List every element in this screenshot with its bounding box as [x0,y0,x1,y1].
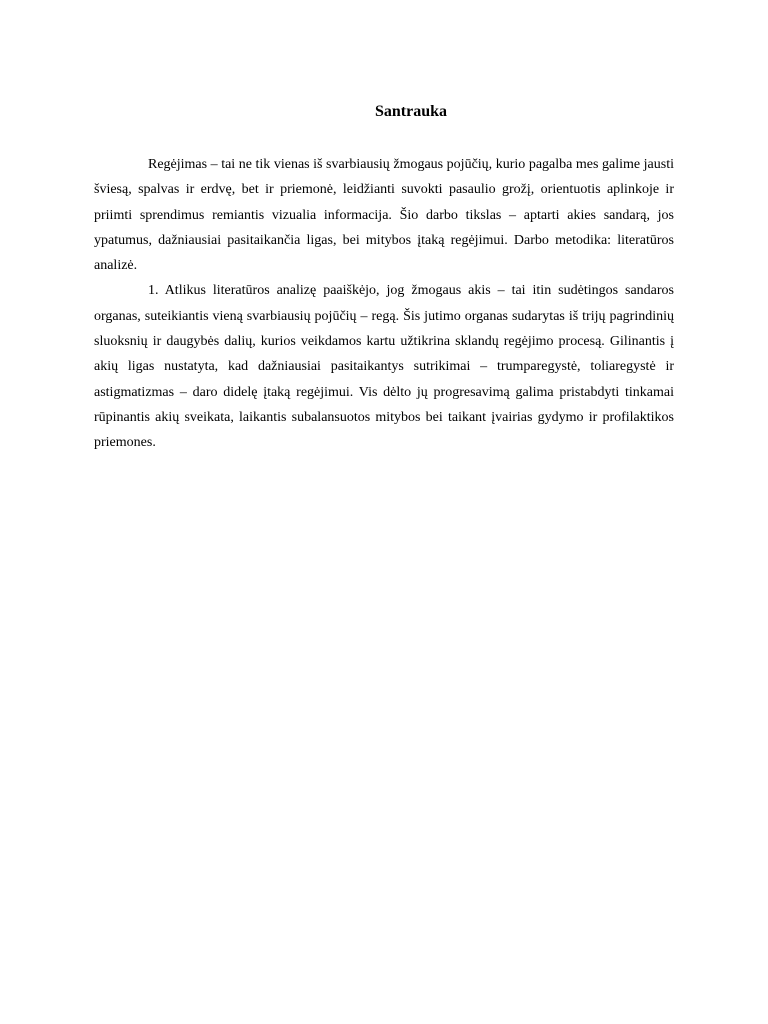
paragraph-intro: Regėjimas – tai ne tik vienas iš svarbiausių žmogaus pojūčių, kurio pagalba mes galime jausti šviesą, spalvas ir erdvę, bet ir priemonė, leidžianti suvokti pasaulio grožį, orientuotis aplinkoje ir priimti sprendimus remiantis vizualia informacija. Šio darbo tikslas – aptarti akies sandarą, jos ypatumus, dažniausiai pasitaikančia ligas, bei mitybos įtaką regėjimui. Darbo metodika: literatūros analizė. [94,157,674,274]
paragraph-conclusion-1: 1. Atlikus literatūros analizę paaiškėjo, jog žmogaus akis – tai itin sudėtingos sandaros organas, suteikiantis vieną svarbiausių pojūčių – regą. Šis jutimo organas sudarytas iš trijų pagrindinių sluoksnių ir daugybės dalių, kurios veikdamos kartu užtikrina sklandų regėjimo procesą. Gilinantis į akių ligas nustatyta, kad dažniausiai pasitaikantys sutrikimai – trumparegystė, toliaregystė ir astigmatizmas – daro didelę įtaką regėjimui. Vis dėlto jų progresavimą galima pristabdyti tinkamai rūpinantis akių sveikata, laikantis subalansuotos mitybos bei taikant įvairias gydymo ir profilaktikos priemones. [94,283,674,451]
document-body [94,100,674,456]
page-title: Santrauka [374,103,448,120]
